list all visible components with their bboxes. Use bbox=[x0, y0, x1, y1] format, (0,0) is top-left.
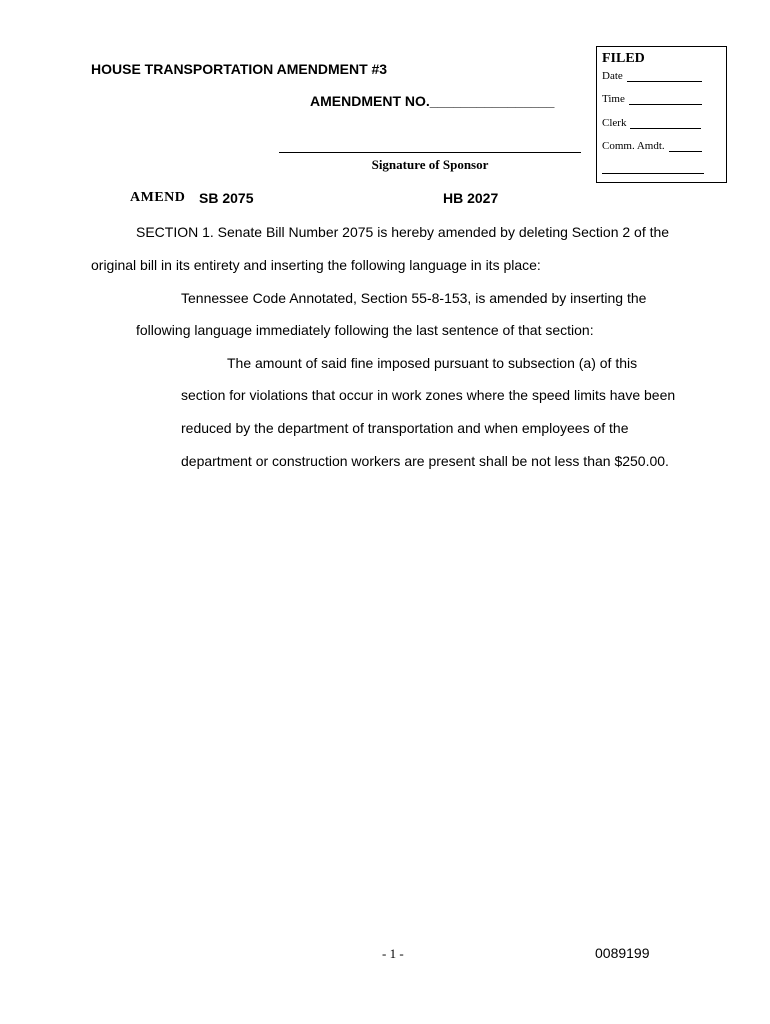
page-number: - 1 - bbox=[382, 946, 404, 961]
filed-clerk-row bbox=[602, 117, 701, 129]
filed-comm-amdt-row bbox=[602, 140, 702, 152]
filed-clerk-line bbox=[630, 118, 701, 129]
filed-time-label: Time bbox=[602, 93, 625, 105]
amendment-number: AMENDMENT NO.________________ bbox=[310, 93, 555, 109]
body-line-7: reduced by the department of transportation and when employees of the bbox=[181, 420, 629, 436]
filed-time-row bbox=[602, 93, 702, 105]
signature-line bbox=[279, 152, 581, 153]
filed-comm-amdt-line bbox=[669, 141, 702, 152]
house-bill-number: HB 2027 bbox=[443, 190, 499, 206]
body-line-5: The amount of said fine imposed pursuant to subsection (a) of this bbox=[227, 355, 638, 371]
signature-label: Signature of Sponsor bbox=[371, 157, 489, 172]
filed-date-label: Date bbox=[602, 70, 623, 82]
senate-bill-number: SB 2075 bbox=[199, 190, 254, 206]
amendment-title: HOUSE TRANSPORTATION AMENDMENT #3 bbox=[91, 61, 388, 77]
filed-blank-line bbox=[602, 163, 704, 174]
filed-blank-row bbox=[602, 163, 704, 174]
body-line-3: Tennessee Code Annotated, Section 55-8-153, is amended by inserting the bbox=[181, 290, 647, 306]
filed-date-line bbox=[627, 71, 702, 82]
filed-time-line bbox=[629, 94, 702, 105]
body-line-1: SECTION 1. Senate Bill Number 2075 is hereby amended by deleting Section 2 of the bbox=[136, 224, 670, 240]
body-line-2: original bill in its entirety and inserting the following language in its place: bbox=[91, 257, 541, 273]
filed-stamp-box bbox=[596, 46, 727, 183]
filed-clerk-label: Clerk bbox=[602, 117, 627, 129]
amend-label: AMEND bbox=[130, 190, 186, 205]
filed-title: FILED bbox=[602, 51, 645, 66]
filed-comm-amdt-label: Comm. Amdt. bbox=[602, 140, 665, 152]
filed-date-row bbox=[602, 70, 702, 82]
body-line-6: section for violations that occur in work zones where the speed limits have been bbox=[181, 387, 676, 403]
body-line-4: following language immediately following the last sentence of that section: bbox=[136, 322, 594, 338]
body-line-8: department or construction workers are present shall be not less than $250.00. bbox=[181, 453, 669, 469]
document-id: 0089199 bbox=[595, 945, 650, 961]
